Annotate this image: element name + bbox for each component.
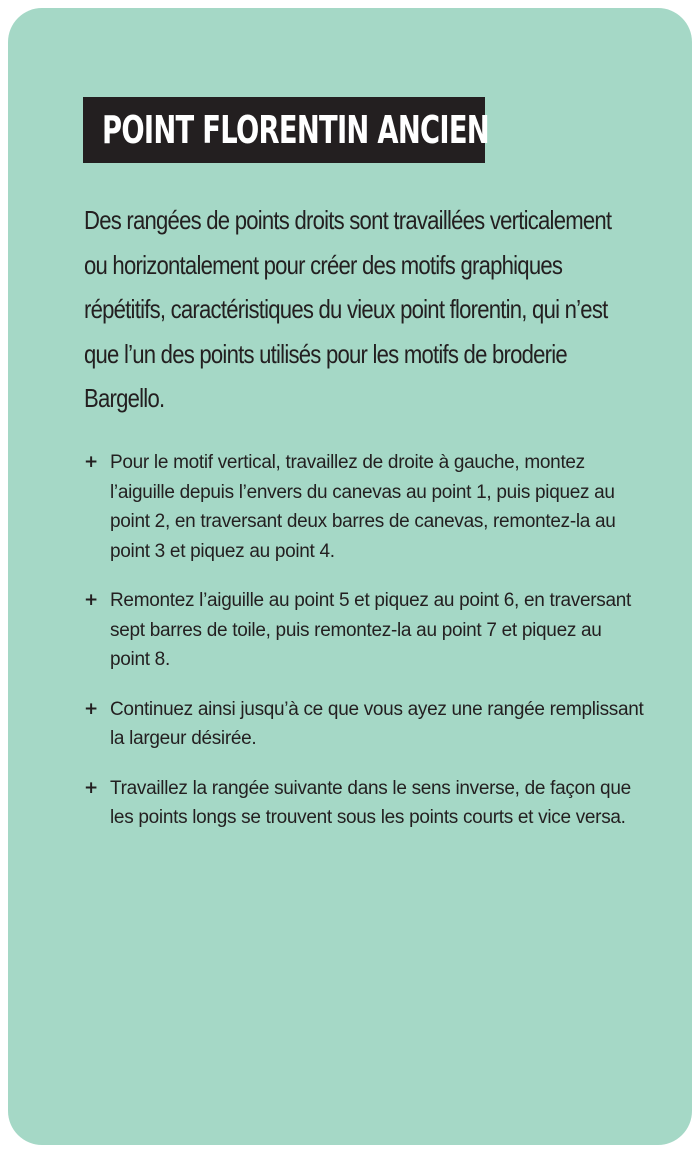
plus-bullet-icon: + xyxy=(84,452,98,472)
step-text-1: Pour le motif vertical, travaillez de droite à gauche, montez l’aiguille depuis l’envers du canevas au point 1, puis piquez au point 2, en traversant deux barres de canevas, remontez-la au point 3 et piquez au point 4. xyxy=(110,452,616,562)
step-text-4: Travaillez la rangée suivante dans le sens inverse, de façon que les points longs se trouvent sous les points courts et vice versa. xyxy=(110,777,631,828)
title-banner xyxy=(83,97,489,163)
step-list xyxy=(84,448,644,853)
instruction-card xyxy=(8,8,692,1145)
plus-bullet-icon: + xyxy=(84,590,98,610)
intro-paragraph: Des rangées de points droits sont travaillées verticalement ou horizontalement pour créer des motifs graphiques répétitifs, caractéristiques du vieux point florentin, qui n’est que l’un des points utilisés pour les motifs de broderie Bargello. xyxy=(84,205,612,413)
step-item-4 xyxy=(84,774,644,833)
card-title: POINT FLORENTIN ANCIEN xyxy=(102,108,489,152)
plus-bullet-icon: + xyxy=(84,777,98,798)
step-item-1 xyxy=(84,448,644,566)
step-item-2 xyxy=(84,586,644,675)
step-text-2: Remontez l’aiguille au point 5 et piquez au point 6, en traversant sept barres de toile, puis remontez-la au point 7 et piquez au point 8. xyxy=(110,590,631,670)
title-wrap xyxy=(102,108,489,152)
plus-bullet-icon: + xyxy=(84,698,98,719)
step-text-3: Continuez ainsi jusqu’à ce que vous ayez une rangée remplissant la largeur désirée. xyxy=(110,698,644,749)
step-item-3 xyxy=(84,695,644,754)
